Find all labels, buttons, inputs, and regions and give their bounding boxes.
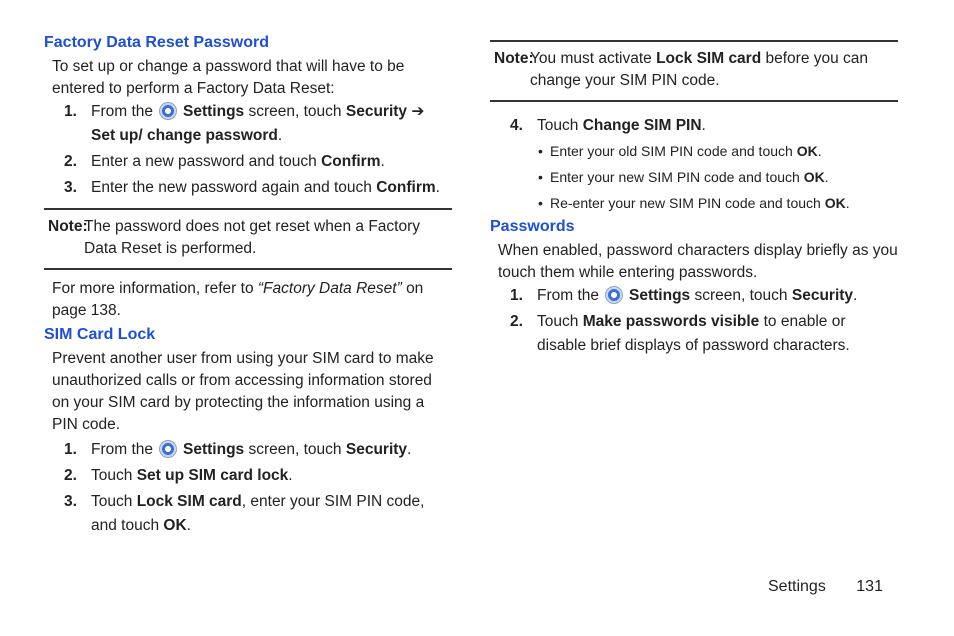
- note-factory-reset: Note: The password does not get reset when a Factory Data Reset is performed.: [44, 208, 452, 270]
- page-number: 131: [856, 578, 883, 595]
- list-item: 3. Touch Lock SIM card, enter your SIM PIN code, and touch OK.: [64, 493, 425, 534]
- sim-lock-intro: Prevent another user from using your SIM card to make unauthorized calls or from accessing information stored on your SIM card by protecting the information using a PIN code.: [52, 350, 434, 433]
- left-column: [44, 34, 452, 538]
- list-item: 1. From the Settings screen, touch Security.: [64, 441, 412, 458]
- note-sim-pin: Note: You must activate Lock SIM card before you can change your SIM PIN code.: [490, 40, 898, 102]
- heading-factory-reset-password: Factory Data Reset Password: [44, 34, 269, 51]
- settings-gear-icon: [159, 102, 177, 120]
- footer-section: Settings: [768, 578, 826, 595]
- list-item: • Re-enter your new SIM PIN code and touch OK.: [490, 190, 898, 216]
- heading-passwords: Passwords: [490, 218, 575, 235]
- list-item: 3. Enter the new password again and touch Confirm.: [64, 179, 440, 196]
- list-item: 2. Touch Make passwords visible to enable or disable brief displays of password characters.: [510, 313, 850, 354]
- list-item: • Enter your new SIM PIN code and touch OK.: [490, 164, 898, 190]
- settings-gear-icon: [159, 440, 177, 458]
- page-footer: [768, 578, 883, 596]
- list-item: 4. Touch Change SIM PIN.: [510, 117, 706, 134]
- list-item: 2. Touch Set up SIM card lock.: [64, 467, 293, 484]
- pin-bullets: [490, 138, 898, 216]
- list-item: 1. From the Settings screen, touch Security ➔ Set up/ change password.: [64, 103, 425, 144]
- settings-gear-icon: [605, 286, 623, 304]
- more-info: For more information, refer to “Factory Data Reset” on page 138.: [52, 280, 424, 319]
- passwords-steps: [490, 284, 898, 358]
- list-item: 2. Enter a new password and touch Confirm.: [64, 153, 385, 170]
- heading-sim-card-lock: SIM Card Lock: [44, 326, 156, 343]
- factory-reset-steps: [44, 100, 452, 200]
- passwords-intro: When enabled, password characters display briefly as you touch them while entering passwords.: [498, 242, 898, 281]
- right-column: [490, 40, 898, 358]
- factory-reset-intro: To set up or change a password that will have to be entered to perform a Factory Data Reset:: [52, 58, 405, 97]
- change-pin-steps: [490, 114, 898, 138]
- list-item: 1. From the Settings screen, touch Security.: [510, 287, 858, 304]
- sim-lock-steps: [44, 438, 452, 538]
- list-item: • Enter your old SIM PIN code and touch OK.: [490, 138, 898, 164]
